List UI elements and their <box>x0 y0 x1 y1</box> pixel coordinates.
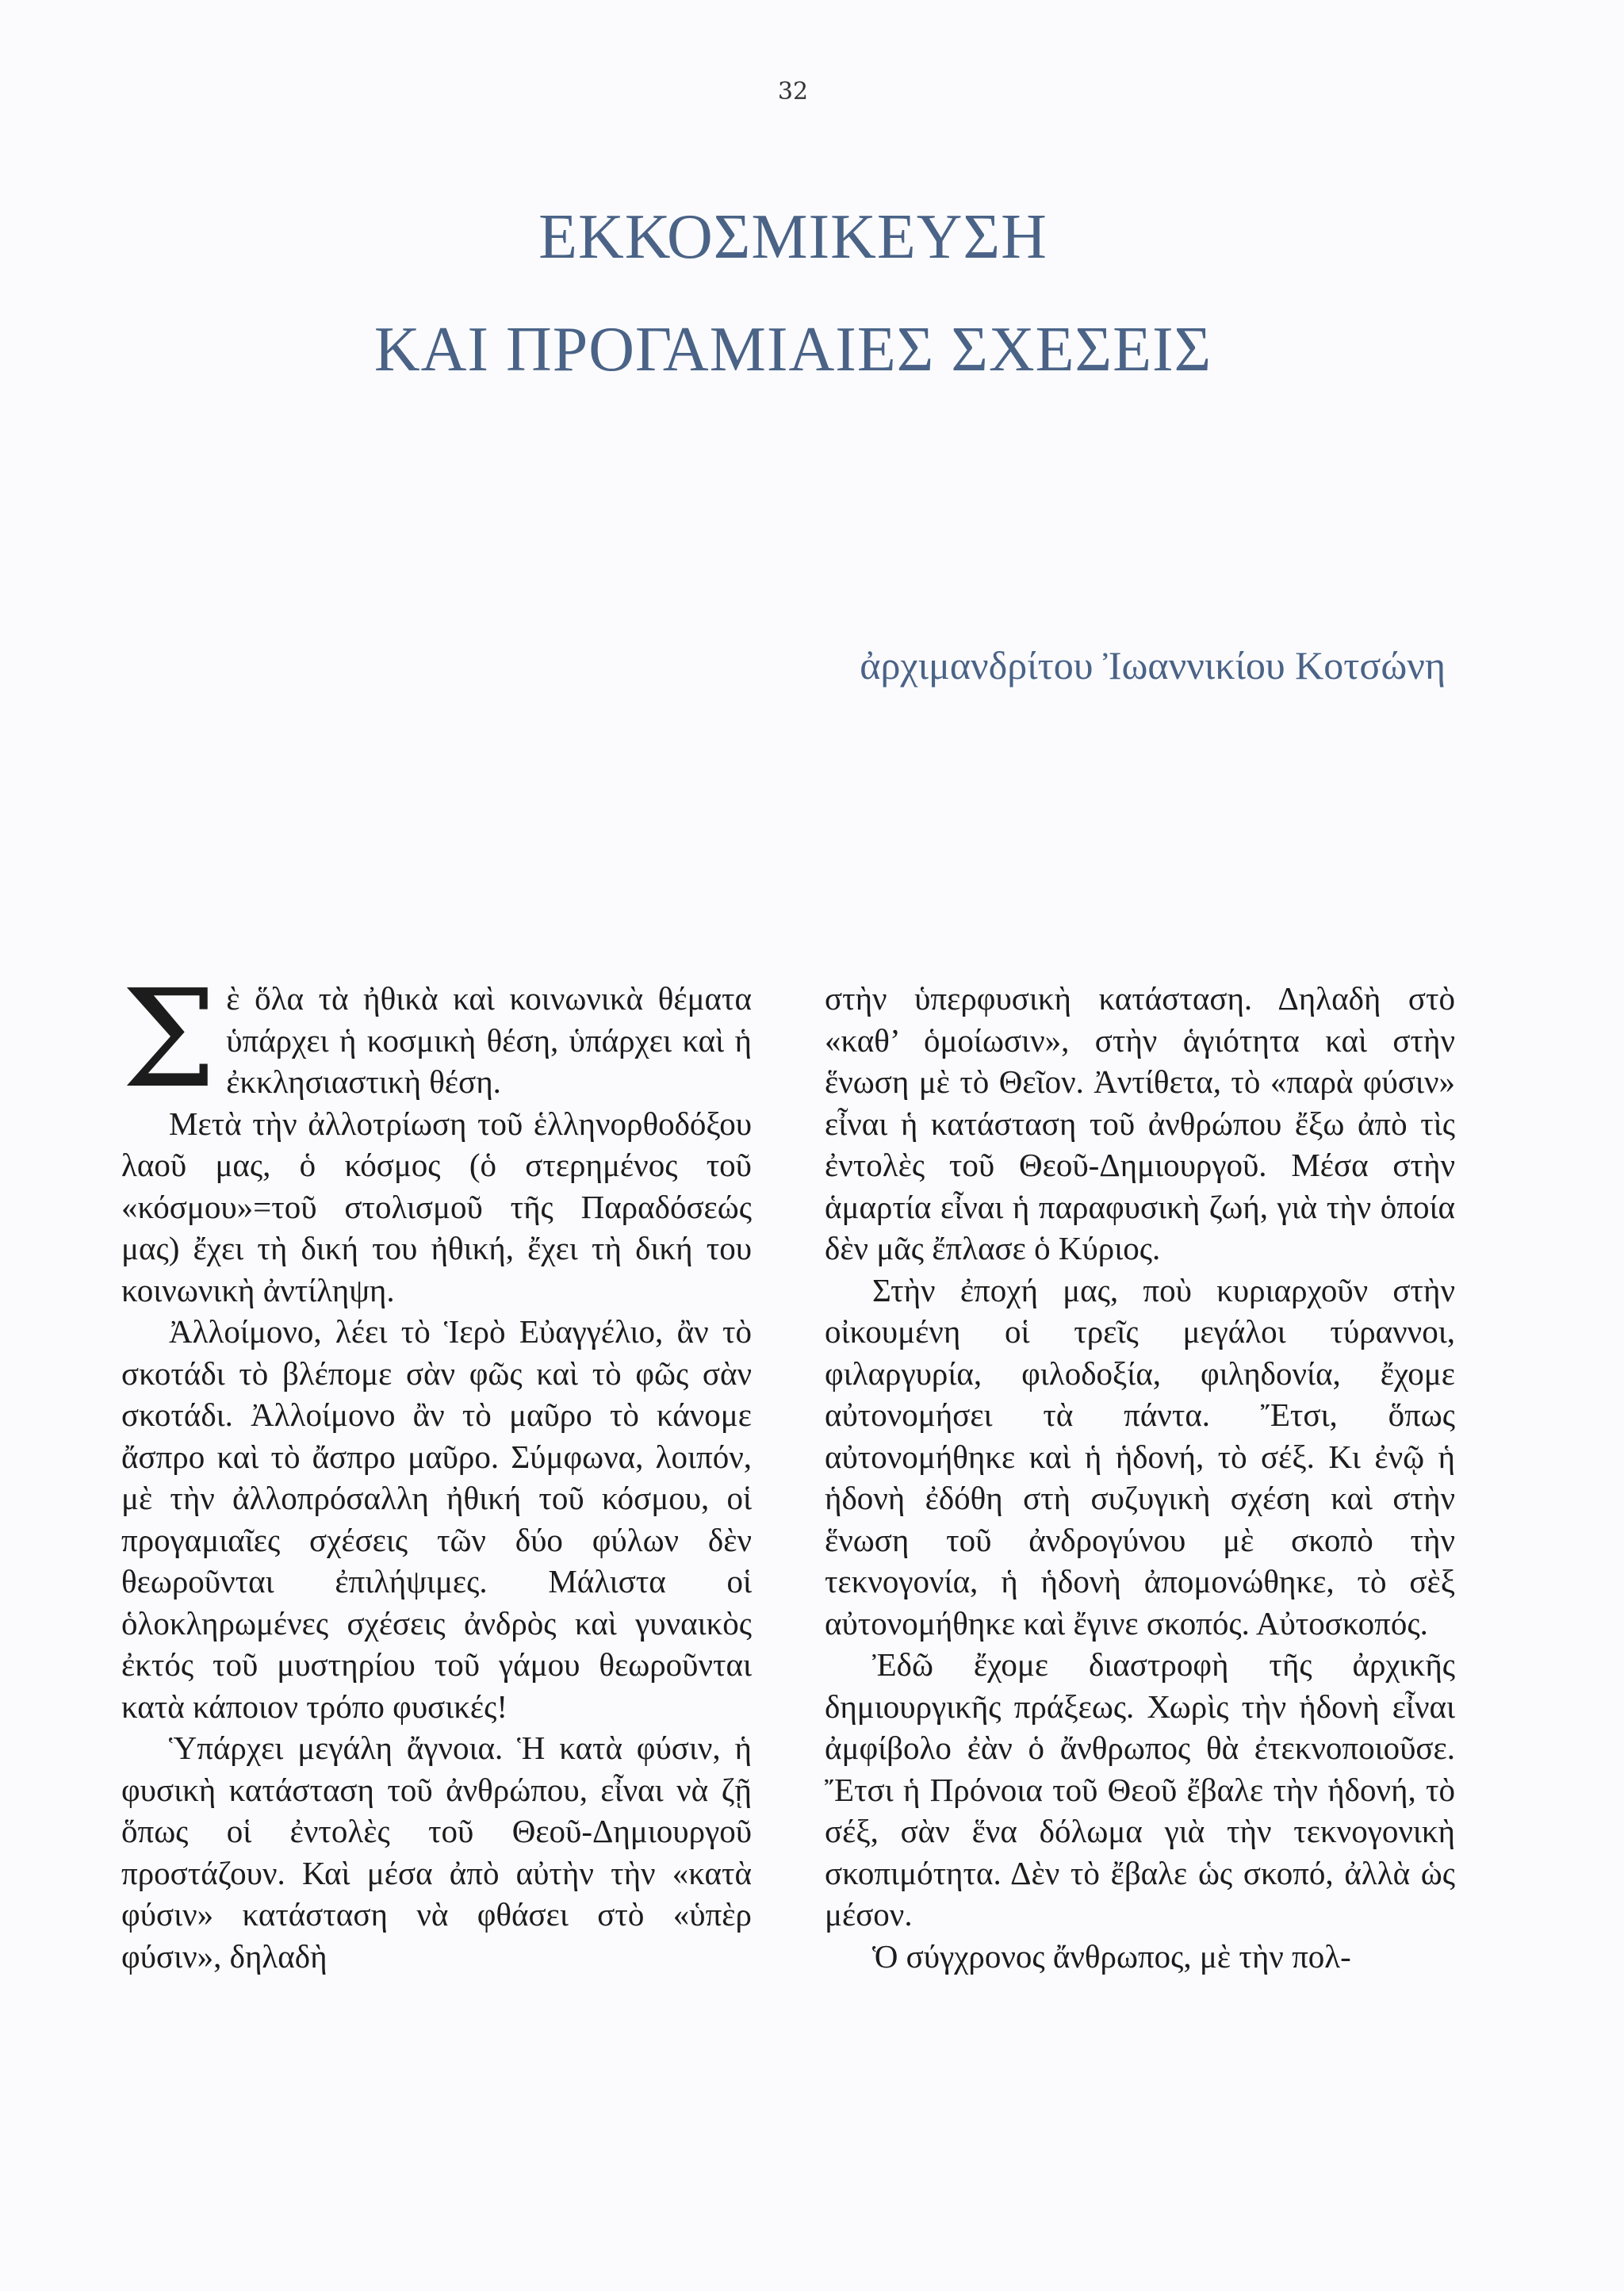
paragraph: Ὁ σύγχρονος ἄνθρωπος, μὲ τὴν πολ- <box>872 1937 1351 1975</box>
paragraph-text: ὲ ὅλα τὰ ἠθικὰ καὶ κοινωνικὰ θέματα ὑπάρχει ἡ κοσμικὴ θέση, ὑπάρχει καὶ ἡ ἐκκλησιαστικὴ θέση. <box>226 980 752 1100</box>
title-line-2: ΚΑΙ ΠΡΟΓΑΜΙΑΙΕΣ ΣΧΕΣΕΙΣ <box>373 315 1212 385</box>
paragraph: Ὑπάρχει μεγάλη ἄγνοια. Ἡ κατὰ φύσιν, ἡ φυσικὴ κατάσταση τοῦ ἀνθρώπου, εἶναι νὰ ζῇ ὅπως οἱ ἐντολὲς τοῦ Θεοῦ-Δημιουργοῦ προστάζουν. Καὶ μέσα ἀπὸ αὐτὴν τὴν «κατὰ φύσιν» κατάσταση νὰ φθάσει στὸ «ὑπὲρ φύσιν», δηλαδὴ <box>121 1730 752 1975</box>
article-title <box>0 181 1586 406</box>
paragraph: Ἀλλοίμονο, λέει τὸ Ἱερὸ Εὐαγγέλιο, ἂν τὸ σκοτάδι τὸ βλέπομε σὰν φῶς καὶ τὸ φῶς σὰν σκοτάδι. Ἀλλοίμονο ἂν τὸ μαῦρο τὸ κάνομε ἄσπρο καὶ τὸ ἄσπρο μαῦρο. Σύμφωνα, λοιπόν, μὲ τὴν ἀλλοπρόσαλλη ἠθική τοῦ κόσμου, οἱ προγαμιαῖες σχέσεις τῶν δύο φύλων δὲν θεωροῦνται ἐπιλήψιμες. Μάλιστα οἱ ὁλοκληρωμένες σχέσεις ἀνδρὸς καὶ γυναικὸς ἐκτός τοῦ μυστηρίου τοῦ γάμου θεωροῦνται κατὰ κάποιον τρόπο φυσικές! <box>121 1313 752 1725</box>
drop-cap: Σ <box>121 961 217 1118</box>
left-column <box>121 961 752 1977</box>
paragraph: στὴν ὑπερφυσικὴ κατάσταση. Δηλαδὴ στὸ «καθ’ ὁμοίωσιν», στὴν ἁγιότητα καὶ στὴν ἕνωση μὲ τὸ Θεῖον. Ἀντίθετα, τὸ «παρὰ φύσιν» εἶναι ἡ κατάσταση τοῦ ἀνθρώπου ἔξω ἀπὸ τὶς ἐντολὲς τοῦ Θεοῦ-Δημιουργοῦ. Μέσα στὴν ἁμαρτία εἶναι ἡ παραφυσικὴ ζωή, γιὰ τὴν ὁποία δὲν μᾶς ἔπλασε ὁ Κύριος. <box>825 980 1455 1266</box>
paragraph: Ἐδῶ ἔχομε διαστροφὴ τῆς ἀρχικῆς δημιουργικῆς πράξεως. Χωρὶς τὴν ἡδονὴ εἶναι ἀμφίβολο ἐὰν ὁ ἄνθρωπος θὰ ἐτεκνοποιοῦσε. Ἔτσι ἡ Πρόνοια τοῦ Θεοῦ ἔβαλε τὴν ἡδονή, τὸ σέξ, σὰν ἕνα δόλωμα γιὰ τὴν τεκνογονικὴ σκοπιμότητα. Δὲν τὸ ἔβαλε ὡς σκοπό, ἀλλὰ ὡς μέσον. <box>825 1646 1455 1933</box>
paragraph: Μετὰ τὴν ἀλλοτρίωση τοῦ ἑλληνορθοδόξου λαοῦ μας, ὁ κόσμος (ὁ στερημένος τοῦ «κόσμου»=τοῦ στολισμοῦ τῆς Παραδόσεώς μας) ἔχει τὴ δική του ἠθική, ἔχει τὴ δική του κοινωνικὴ ἀντίληψη. <box>121 1105 752 1308</box>
page-number: 32 <box>777 78 809 105</box>
author-byline: ἀρχιμανδρίτου Ἰωαννικίου Κοτσώνη <box>860 643 1446 688</box>
right-column <box>825 978 1455 1977</box>
paragraph <box>121 961 752 1118</box>
paragraph: Στὴν ἐποχή μας, ποὺ κυριαρχοῦν στὴν οἰκουμένη οἱ τρεῖς μεγάλοι τύραννοι, φιλαργυρία, φιλοδοξία, φιληδονία, ἔχομε αὐτονομήσει τὰ πάντα. Ἔτσι, ὅπως αὐτονομήθηκε καὶ ἡ ἡδονή, τὸ σέξ. Κι ἐνῷ ἡ ἡδονὴ ἐδόθη στὴ συζυγικὴ σχέση καὶ στὴν ἕνωση τοῦ ἀνδρογύνου μὲ σκοπὸ τὴν τεκνογονία, ἡ ἡδονὴ ἀπομονώθηκε, τὸ σὲξ αὐτονομήθηκε καὶ ἔγινε σκοπός. Αὐτοσκοπός. <box>825 1271 1455 1642</box>
title-line-1: ΕΚΚΟΣΜΙΚΕΥΣΗ <box>538 202 1048 272</box>
